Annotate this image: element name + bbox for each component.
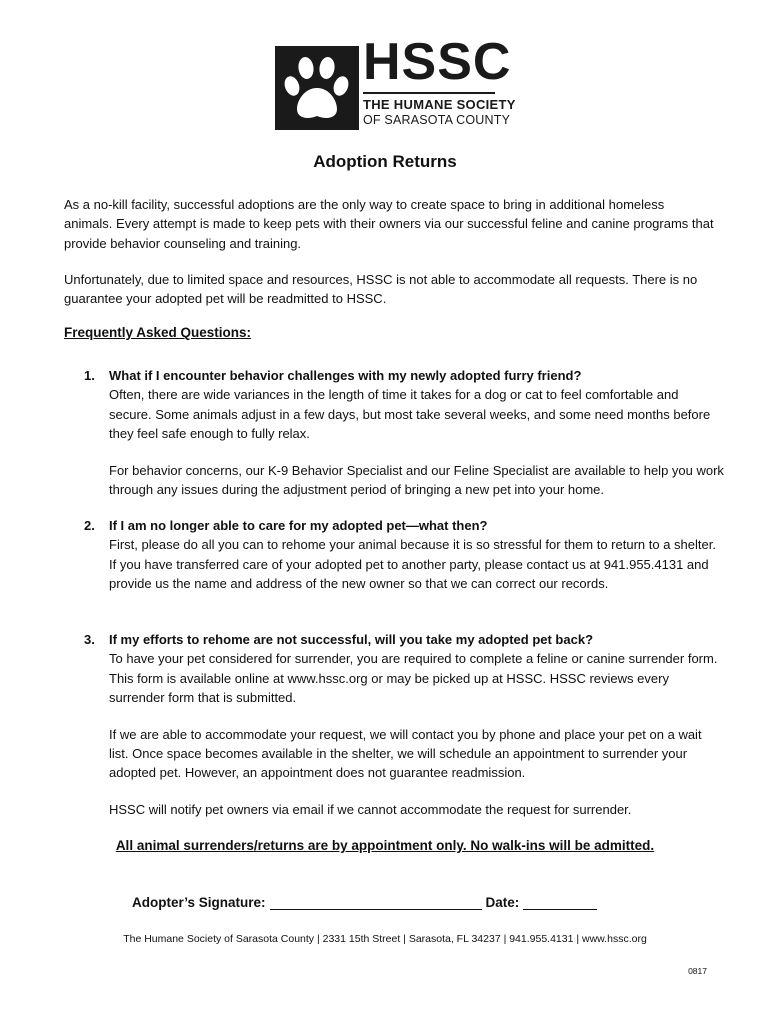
faq-answer: Often, there are wide variances in the length of time it takes for a dog or cat to feel comfortable and secure. Some animals adjust in a few days, but most take several weeks, and some need months before they feel safe enough to fully relax. xyxy=(109,387,711,442)
faq-number: 2. xyxy=(84,518,95,533)
logo-divider xyxy=(363,92,495,94)
faq-heading: Frequently Asked Questions: xyxy=(64,325,252,340)
faq-number: 1. xyxy=(84,368,95,383)
faq-question: If I am no longer able to care for my adopted pet—what then? xyxy=(109,518,488,533)
faq-answer: For behavior concerns, our K-9 Behavior Specialist and our Feline Specialist are available to help you work through any issues during the adjustment period of bringing a new pet into your home. xyxy=(109,462,724,498)
signature-label: Adopter’s Signature: xyxy=(132,895,266,910)
date-field[interactable] xyxy=(523,895,597,910)
faq-question: If my efforts to rehome are not successful, will you take my adopted pet back? xyxy=(109,632,594,647)
faq-item-3 xyxy=(84,630,724,819)
hssc-logo xyxy=(275,33,516,130)
footer-contact: The Humane Society of Sarasota County | 2331 15th Street | Sarasota, FL 34237 | 941.955.4131 | www.hssc.org xyxy=(123,933,647,945)
faq-question: What if I encounter behavior challenges with my newly adopted furry friend? xyxy=(109,368,582,383)
form-code: 0817 xyxy=(688,966,707,976)
intro-paragraph-2: Unfortunately, due to limited space and resources, HSSC is not able to accommodate all requests. There is no guarantee your adopted pet will be readmitted to HSSC. xyxy=(64,272,698,307)
faq-answer: First, please do all you can to rehome your animal because it is so stressful for them to return to a shelter. If you have transferred care of your adopted pet to another party, please contact us at 941.955.4131 and provide us the name and address of the new owner so that we can correct our records. xyxy=(109,537,716,592)
date-label: Date: xyxy=(485,895,520,910)
faq-item-1 xyxy=(84,366,724,499)
faq-answer: If we are able to accommodate your request, we will contact you by phone and place your pet on a wait list. Once space becomes available in the shelter, we will schedule an appointment to surrender your adopted pet. However, an appointment does not guarantee readmission. xyxy=(109,726,702,781)
logo-org-line-1: THE HUMANE SOCIETY xyxy=(363,97,516,112)
faq-item-2 xyxy=(84,516,724,594)
signature-block xyxy=(132,895,597,910)
intro-paragraph-1: As a no-kill facility, successful adoptions are the only way to create space to bring in additional homeless animals. Every attempt is made to keep pets with their owners via our successful feline and canine programs that provide behavior counseling and training. xyxy=(64,197,714,251)
signature-field[interactable] xyxy=(270,895,482,910)
appointment-notice: All animal surrenders/returns are by appointment only. No walk-ins will be admitted. xyxy=(115,838,655,853)
faq-answer: HSSC will notify pet owners via email if we cannot accommodate the request for surrender. xyxy=(109,801,632,817)
faq-answer: To have your pet considered for surrender, you are required to complete a feline or canine surrender form. This form is available online at www.hssc.org or may be picked up at HSSC. HSSC reviews every surrender form that is submitted. xyxy=(109,651,718,706)
logo-org-line-2: OF SARASOTA COUNTY xyxy=(363,113,511,127)
page-title: Adoption Returns xyxy=(313,152,457,171)
paw-print-icon xyxy=(275,46,359,130)
faq-number: 3. xyxy=(84,632,95,647)
logo-brand-text: HSSC xyxy=(363,33,512,91)
